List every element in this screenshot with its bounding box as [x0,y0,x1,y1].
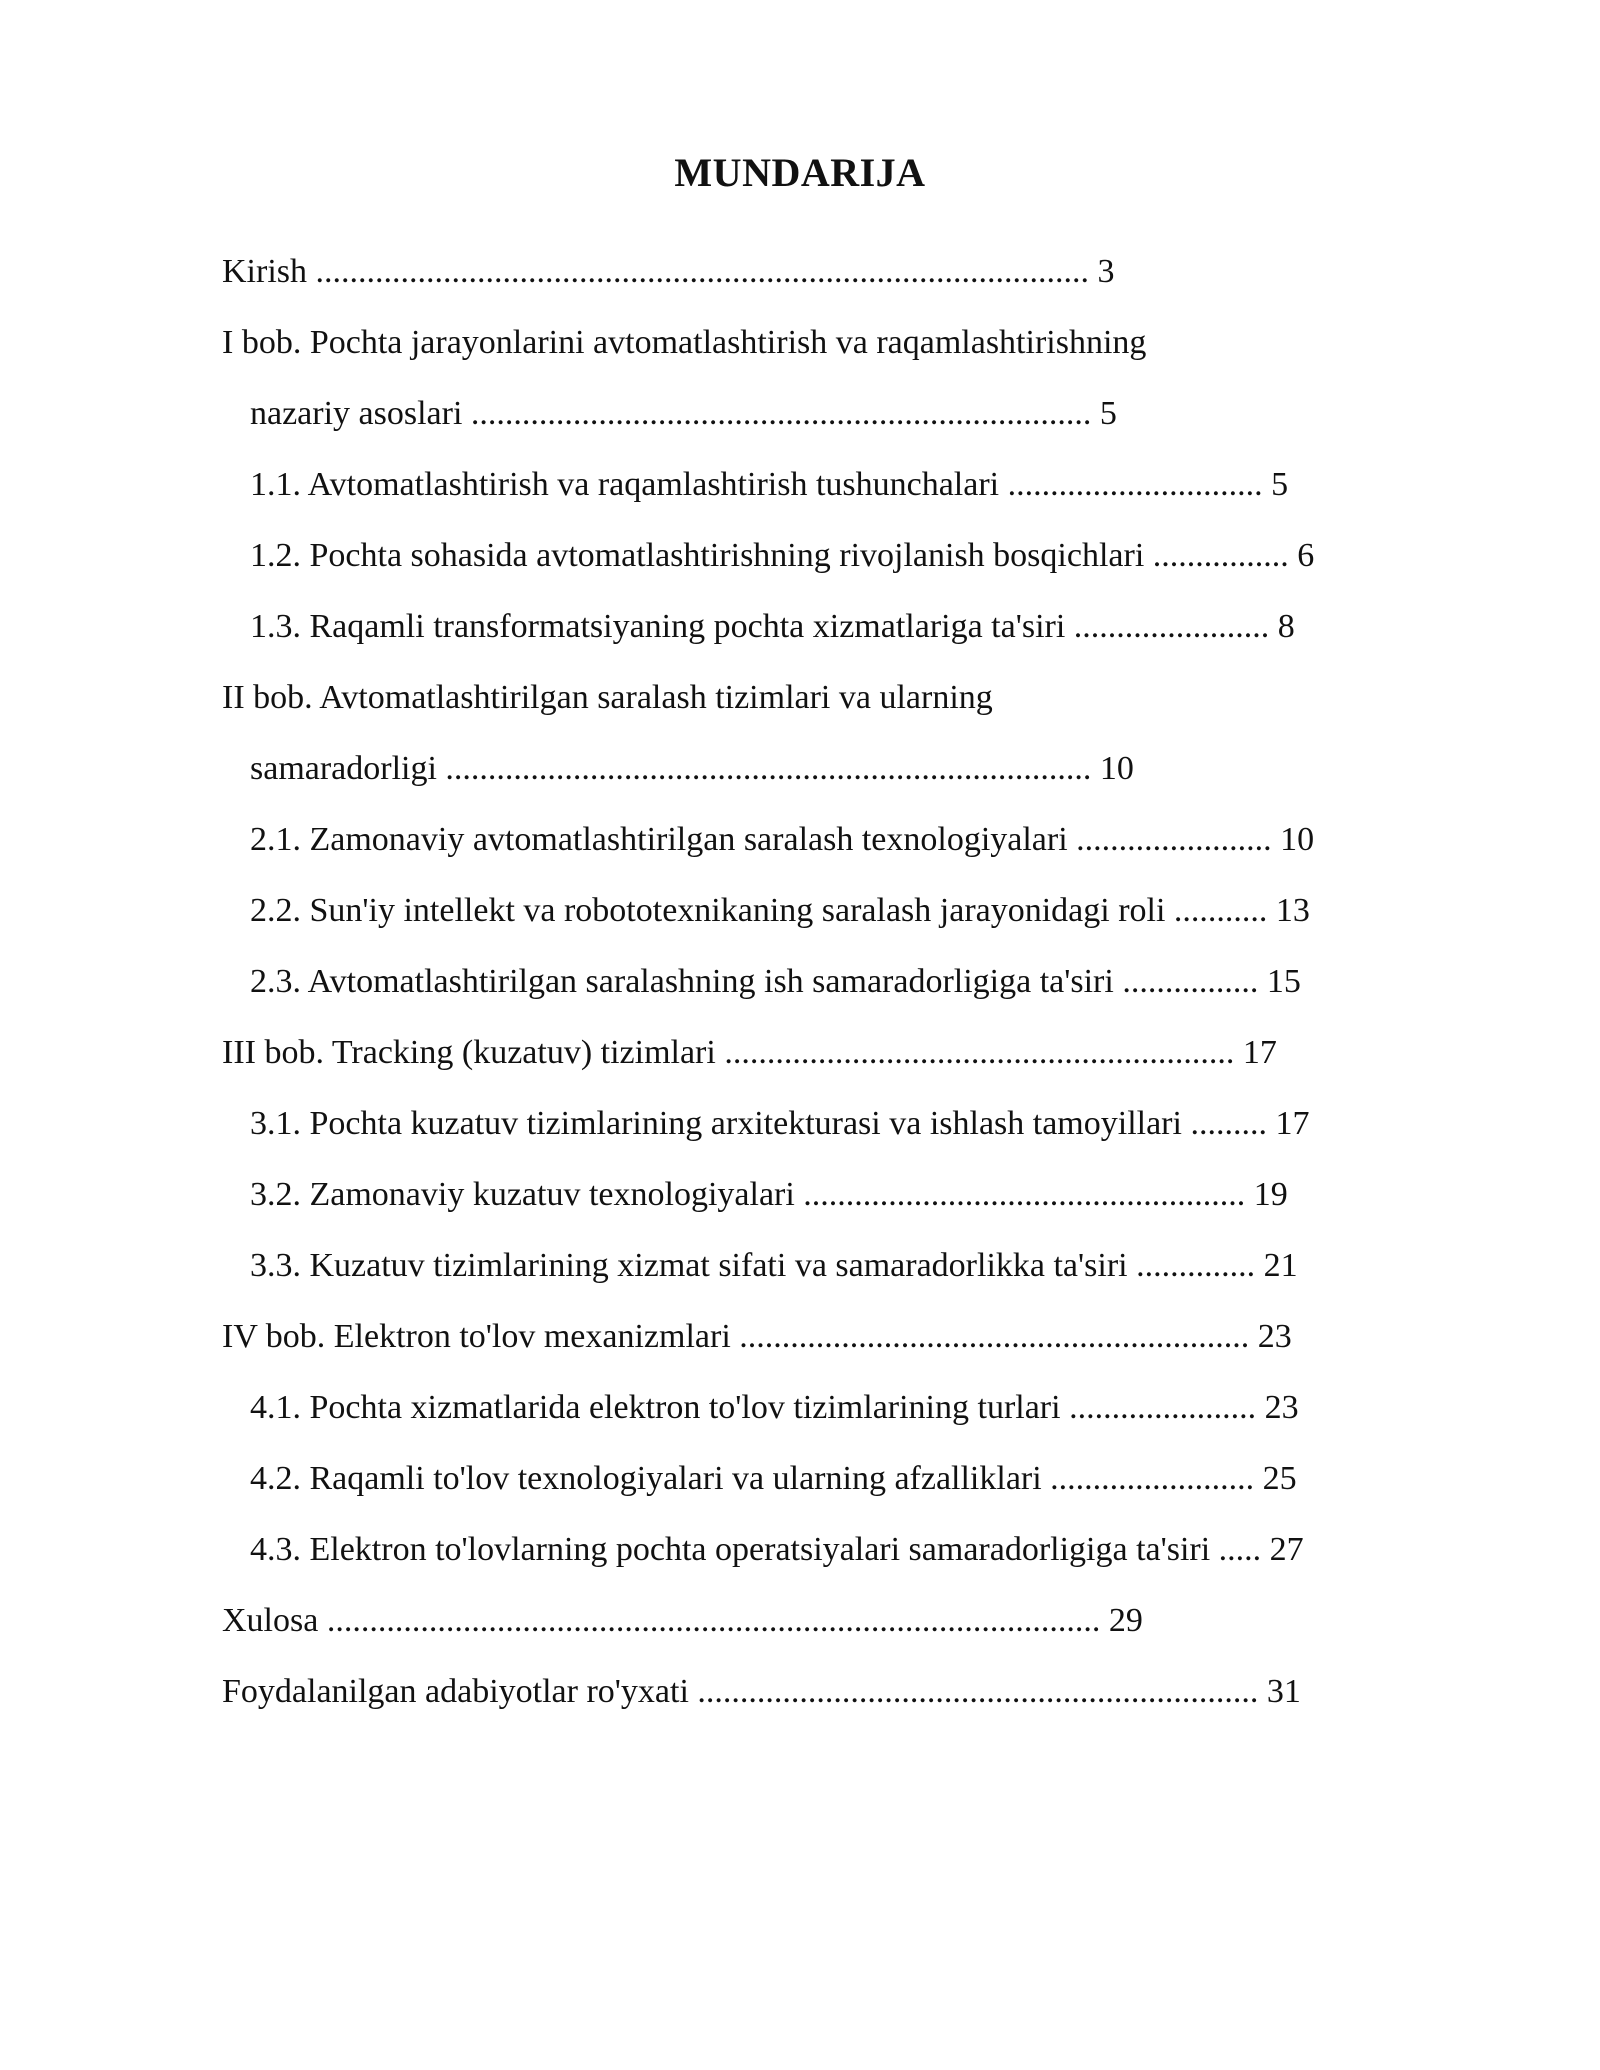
toc-section-1-3: 1.3. Raqamli transformatsiyaning pochta xizmatlariga ta'siri ....................... 8 [250,608,1295,645]
toc-section-1-2: 1.2. Pochta sohasida avtomatlashtirishning rivojlanish bosqichlari ................ 6 [250,537,1315,574]
toc-chapter-4: IV bob. Elektron to'lov mexanizmlari ............................................................ 23 [222,1318,1292,1355]
toc-section-2-2: 2.2. Sun'iy intellekt va robototexnikaning saralash jarayonidagi roli ........... 13 [250,892,1310,929]
toc-section-2-1: 2.1. Zamonaviy avtomatlashtirilgan saralash texnologiyalari ....................... 10 [250,821,1315,858]
toc-section-4-1: 4.1. Pochta xizmatlarida elektron to'lov tizimlarining turlari ...................... 23 [250,1389,1299,1426]
toc-chapter-1-heading: I bob. Pochta jarayonlarini avtomatlashtirish va raqamlashtirishning [222,324,1147,361]
toc-section-3-2: 3.2. Zamonaviy kuzatuv texnologiyalari .................................................... 19 [250,1176,1288,1213]
toc-section-4-3: 4.3. Elektron to'lovlarning pochta operatsiyalari samaradorligiga ta'siri ..... 27 [250,1531,1304,1568]
toc-entry-kirish: Kirish ........................................................................................... 3 [222,253,1115,290]
toc-section-1-1: 1.1. Avtomatlashtirish va raqamlashtirish tushunchalari .............................. 5 [250,466,1289,503]
toc-chapter-2-heading: II bob. Avtomatlashtirilgan saralash tizimlari va ularning [222,679,993,716]
toc-chapter-3: III bob. Tracking (kuzatuv) tizimlari ............................................................ 17 [222,1034,1277,1071]
toc-section-4-2: 4.2. Raqamli to'lov texnologiyalari va ularning afzalliklari ........................ 25 [250,1460,1297,1497]
toc-entry-adabiyotlar: Foydalanilgan adabiyotlar ro'yxati .................................................................. 31 [222,1673,1301,1710]
toc-section-3-1: 3.1. Pochta kuzatuv tizimlarining arxitekturasi va ishlash tamoyillari ......... 17 [250,1105,1310,1142]
toc-chapter-2-heading-cont: samaradorligi ............................................................................ 10 [250,750,1134,787]
page-title: MUNDARIJA [674,150,926,195]
toc-chapter-1-heading-cont: nazariy asoslari ......................................................................... 5 [250,395,1117,432]
toc-section-3-3: 3.3. Kuzatuv tizimlarining xizmat sifati va samaradorlikka ta'siri .............. 21 [250,1247,1298,1284]
toc-entry-xulosa: Xulosa ........................................................................................... 29 [222,1602,1143,1639]
toc-section-2-3: 2.3. Avtomatlashtirilgan saralashning ish samaradorligiga ta'siri ................ 15 [250,963,1301,1000]
